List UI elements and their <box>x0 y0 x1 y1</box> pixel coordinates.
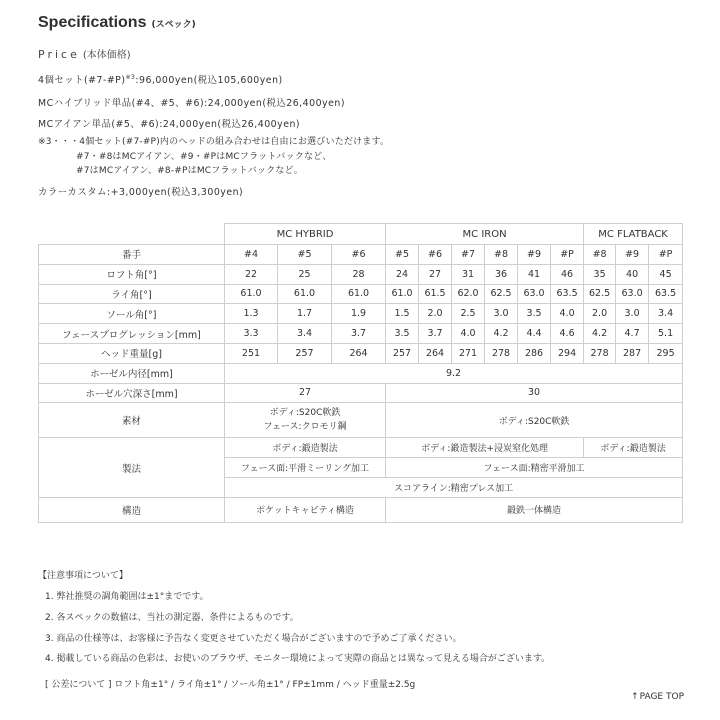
manufacturing-iron-body: ボディ:鍛造製法+浸炭窒化処理 <box>386 438 584 458</box>
spec-cell: 278 <box>485 343 518 363</box>
spec-row-material <box>39 403 683 438</box>
spec-cell: 61.0 <box>332 284 386 304</box>
notes-heading: 【注意事項について】 <box>38 571 128 581</box>
spec-cell: 251 <box>225 343 278 363</box>
spec-cell: 287 <box>616 343 649 363</box>
spec-cell: 295 <box>649 343 683 363</box>
spec-cell: 61.0 <box>386 284 419 304</box>
spec-cell: 2.5 <box>452 304 485 324</box>
spec-cell: 264 <box>332 343 386 363</box>
spec-cell: 1.7 <box>278 304 332 324</box>
spec-cell: 25 <box>278 264 332 284</box>
spec-cell: 40 <box>616 264 649 284</box>
spec-cell: #P <box>649 245 683 265</box>
spec-cell: #4 <box>225 245 278 265</box>
page-title: Specifications <box>38 14 147 31</box>
spec-cell: 63.0 <box>518 284 551 304</box>
spec-cell: #8 <box>485 245 518 265</box>
spec-cell: 294 <box>551 343 584 363</box>
spec-cell: 4.2 <box>485 324 518 344</box>
spec-cell: 1.9 <box>332 304 386 324</box>
spec-cell: 257 <box>278 343 332 363</box>
spec-cell: 3.3 <box>225 324 278 344</box>
spec-cell: #9 <box>518 245 551 265</box>
row-label: ソール角[°] <box>39 304 225 324</box>
price-line-color-custom: カラーカスタム:+3,000yen(税込3,300yen) <box>38 187 244 198</box>
group-mc-hybrid: MC HYBRID <box>225 224 386 245</box>
row-label: 番手 <box>39 245 225 265</box>
spec-cell: 5.1 <box>649 324 683 344</box>
row-label: ホーゼル穴深さ[mm] <box>39 383 225 403</box>
spec-row-structure <box>39 497 683 522</box>
spec-cell: #6 <box>419 245 452 265</box>
spec-cell: 3.4 <box>649 304 683 324</box>
spec-group-row <box>39 224 683 245</box>
spec-cell: 3.5 <box>386 324 419 344</box>
spec-cell: 3.0 <box>485 304 518 324</box>
spec-table <box>38 223 683 523</box>
material-hybrid <box>225 403 386 438</box>
spec-row-lie <box>39 284 683 304</box>
price-note: ※3・・・4個セット(#7-#P)内のヘッドの組み合わせは自由にお選びいただけます。 <box>38 137 390 147</box>
manufacturing-score-line: スコアライン:精密プレス加工 <box>225 477 683 497</box>
spec-cell: 271 <box>452 343 485 363</box>
price-line-iron: MCアイアン単品(#5、#6):24,000yen(税込26,400yen) <box>38 119 301 130</box>
manufacturing-hybrid-body: ボディ:鍛造製法 <box>225 438 386 458</box>
spec-cell: 31 <box>452 264 485 284</box>
material-iron-flatback: ボディ:S20C軟鉄 <box>386 403 683 438</box>
spec-cell: #5 <box>386 245 419 265</box>
spec-cell: 41 <box>518 264 551 284</box>
group-mc-iron: MC IRON <box>386 224 584 245</box>
note-item: 1. 弊社推奨の調角範囲は±1°までです。 <box>45 592 209 602</box>
hosel-depth-iron-flatback: 30 <box>386 383 683 403</box>
spec-cell: 2.0 <box>419 304 452 324</box>
spec-cell: 63.0 <box>616 284 649 304</box>
spec-row-manufacturing-body <box>39 438 683 458</box>
spec-row-face-progression <box>39 324 683 344</box>
spec-cell: 61.0 <box>225 284 278 304</box>
page-title-row <box>38 12 196 32</box>
manufacturing-iron-flatback-face: フェース面:精密平滑加工 <box>386 458 683 478</box>
spec-cell: 63.5 <box>649 284 683 304</box>
spec-cell: #P <box>551 245 584 265</box>
page-top-link[interactable] <box>631 692 684 702</box>
group-mc-flatback: MC FLATBACK <box>584 224 683 245</box>
row-label: ロフト角[°] <box>39 264 225 284</box>
material-hybrid-face: フェース:クロモリ鋼 <box>263 422 347 433</box>
spec-row-loft <box>39 264 683 284</box>
note-item: 2. 各スペックの数値は、当社の測定器、条件によるものです。 <box>45 613 299 623</box>
spec-cell: 3.7 <box>419 324 452 344</box>
hosel-depth-hybrid: 27 <box>225 383 386 403</box>
row-label: ヘッド重量[g] <box>39 343 225 363</box>
spec-cell: 22 <box>225 264 278 284</box>
price-line-set-price: :96,000yen(税込105,600yen) <box>135 75 283 86</box>
hosel-diameter-value: 9.2 <box>225 363 683 383</box>
spec-cell: 4.4 <box>518 324 551 344</box>
price-note-example-2: #7はMCアイアン、#8-#PはMCフラットバックなど。 <box>76 166 303 176</box>
spec-cell: 45 <box>649 264 683 284</box>
price-heading-label: Price <box>38 48 80 61</box>
spec-cell: 63.5 <box>551 284 584 304</box>
spec-cell: 4.0 <box>452 324 485 344</box>
spec-row-hosel-depth <box>39 383 683 403</box>
spec-cell: #8 <box>584 245 616 265</box>
spec-cell: 62.0 <box>452 284 485 304</box>
structure-iron-flatback: 鍛鉄一体構造 <box>386 497 683 522</box>
structure-hybrid: ポケットキャビティ構造 <box>225 497 386 522</box>
spec-cell: 3.7 <box>332 324 386 344</box>
spec-cell: 286 <box>518 343 551 363</box>
row-label: 製法 <box>39 438 225 497</box>
row-label: 構造 <box>39 497 225 522</box>
spec-cell: 61.0 <box>278 284 332 304</box>
spec-corner-cell <box>39 224 225 245</box>
spec-cell: 4.2 <box>584 324 616 344</box>
spec-cell: #9 <box>616 245 649 265</box>
page-subtitle: (スペック) <box>151 20 196 30</box>
price-heading-ja: (本体価格) <box>82 50 131 61</box>
tolerance-note: [ 公差について ] ロフト角±1° / ライ角±1° / ソール角±1° / FP±1mm / ヘッド重量±2.5g <box>45 680 416 690</box>
spec-row-hosel-diameter <box>39 363 683 383</box>
spec-cell: 62.5 <box>584 284 616 304</box>
manufacturing-hybrid-face: フェース面:平滑ミーリング加工 <box>225 458 386 478</box>
note-item: 4. 掲載している商品の色彩は、お使いのブラウザ、モニター環境によって実際の商品とは異なって見える場合がございます。 <box>45 654 551 664</box>
row-label: フェースプログレッション[mm] <box>39 324 225 344</box>
spec-cell: 278 <box>584 343 616 363</box>
spec-cell: 3.5 <box>518 304 551 324</box>
note-item: 3. 商品の仕様等は、お客様に予告なく変更させていただく場合がございますので予めご了承ください。 <box>45 634 462 644</box>
spec-cell: 36 <box>485 264 518 284</box>
spec-cell: 2.0 <box>584 304 616 324</box>
price-line-set-note-ref: ※3 <box>125 73 136 81</box>
arrow-up-icon: ↑ <box>631 692 639 702</box>
page-top-label: PAGE TOP <box>639 692 684 702</box>
spec-cell: 1.5 <box>386 304 419 324</box>
spec-row-club <box>39 245 683 265</box>
spec-cell: 4.6 <box>551 324 584 344</box>
spec-cell: 27 <box>419 264 452 284</box>
spec-row-sole <box>39 304 683 324</box>
spec-cell: 35 <box>584 264 616 284</box>
row-label: ホーゼル内径[mm] <box>39 363 225 383</box>
spec-cell: 61.5 <box>419 284 452 304</box>
spec-row-head-weight <box>39 343 683 363</box>
price-note-example-1: #7・#8はMCアイアン、#9・#PはMCフラットバックなど、 <box>76 152 332 162</box>
spec-cell: #5 <box>278 245 332 265</box>
price-line-set-text: 4個セット(#7-#P) <box>38 75 126 86</box>
spec-cell: 264 <box>419 343 452 363</box>
material-hybrid-body: ボディ:S20C軟鉄 <box>269 408 341 419</box>
row-label: 素材 <box>39 403 225 438</box>
row-label: ライ角[°] <box>39 284 225 304</box>
spec-cell: 46 <box>551 264 584 284</box>
spec-cell: 24 <box>386 264 419 284</box>
price-heading <box>38 46 131 61</box>
spec-cell: 4.7 <box>616 324 649 344</box>
spec-cell: #6 <box>332 245 386 265</box>
manufacturing-flatback-body: ボディ:鍛造製法 <box>584 438 683 458</box>
price-line-hybrid: MCハイブリッド単品(#4、#5、#6):24,000yen(税込26,400yen) <box>38 98 345 109</box>
price-line-set <box>38 72 283 86</box>
spec-cell: 4.0 <box>551 304 584 324</box>
spec-cell: #7 <box>452 245 485 265</box>
spec-cell: 1.3 <box>225 304 278 324</box>
spec-cell: 62.5 <box>485 284 518 304</box>
spec-cell: 28 <box>332 264 386 284</box>
spec-cell: 3.4 <box>278 324 332 344</box>
spec-cell: 257 <box>386 343 419 363</box>
spec-cell: 3.0 <box>616 304 649 324</box>
